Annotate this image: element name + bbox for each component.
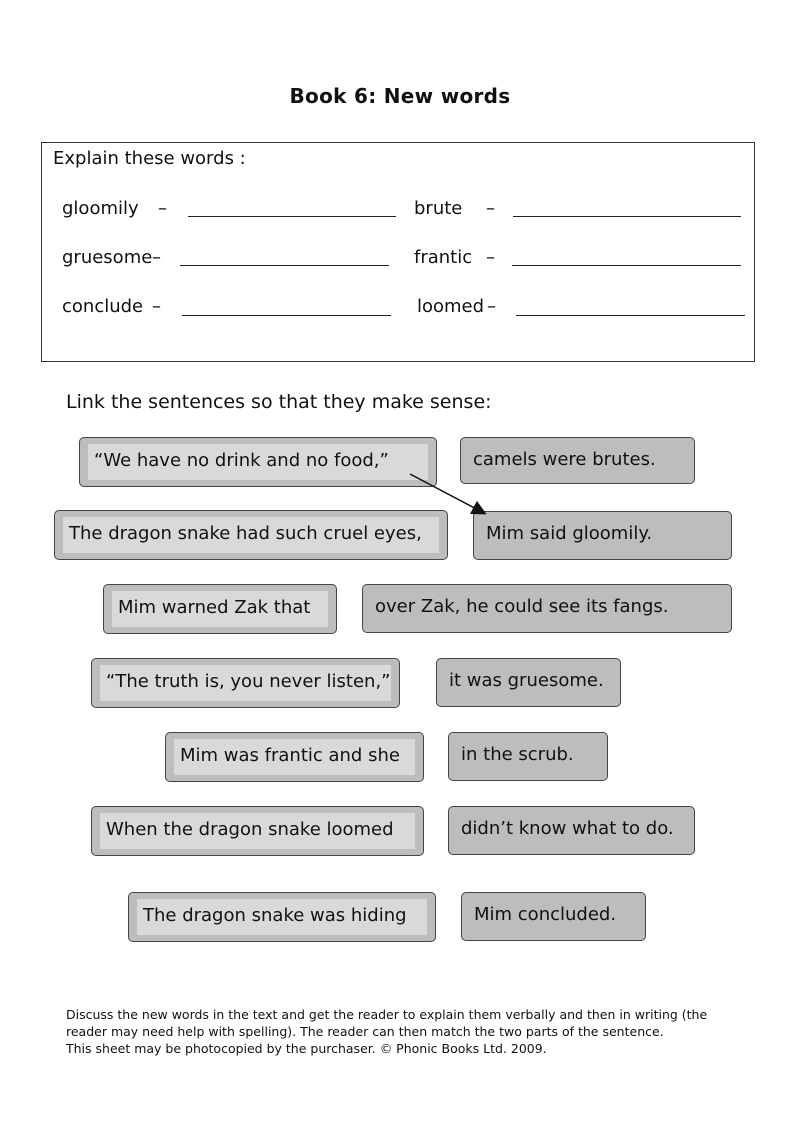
answer-blank-conclude[interactable] <box>182 315 391 316</box>
right-sentence-text: Mim concluded. <box>474 904 617 925</box>
footer-line: Discuss the new words in the text and get the reader to explain them verbally and then in writing (the <box>66 1007 708 1022</box>
left-sentence-card[interactable] <box>103 584 337 634</box>
vocab-word-gloomily: gloomily <box>62 198 139 219</box>
vocab-dash: – <box>486 198 495 219</box>
left-sentence-card[interactable] <box>165 732 424 782</box>
answer-blank-frantic[interactable] <box>512 265 741 266</box>
left-sentence-card[interactable] <box>128 892 436 942</box>
left-sentence-text: “We have no drink and no food,” <box>88 444 428 480</box>
left-sentence-text: When the dragon snake loomed <box>100 813 415 849</box>
left-sentence-text: Mim warned Zak that <box>112 591 328 627</box>
vocab-dash: – <box>152 296 161 317</box>
vocab-dash: – <box>486 247 495 268</box>
vocab-word-gruesome: gruesome <box>62 247 153 268</box>
answer-blank-brute[interactable] <box>513 216 741 217</box>
left-sentence-card[interactable] <box>79 437 437 487</box>
answer-blank-gloomily[interactable] <box>188 216 396 217</box>
right-sentence-text: didn’t know what to do. <box>461 818 674 839</box>
right-sentence-card[interactable] <box>362 584 732 633</box>
left-sentence-text: Mim was frantic and she <box>174 739 415 775</box>
right-sentence-card[interactable] <box>473 511 732 560</box>
footer-line: This sheet may be photocopied by the purchaser. © Phonic Books Ltd. 2009. <box>66 1041 547 1056</box>
right-sentence-text: Mim said gloomily. <box>486 523 653 544</box>
answer-blank-gruesome[interactable] <box>180 265 389 266</box>
vocab-dash: – <box>152 247 161 268</box>
vocab-word-loomed: loomed <box>417 296 485 317</box>
link-instruction: Link the sentences so that they make sense: <box>66 391 492 413</box>
vocabulary-instruction: Explain these words : <box>53 148 246 169</box>
answer-blank-loomed[interactable] <box>516 315 745 316</box>
vocab-word-frantic: frantic <box>414 247 473 268</box>
left-sentence-card[interactable] <box>91 658 400 708</box>
vocab-dash: – <box>158 198 167 219</box>
right-sentence-card[interactable] <box>448 806 695 855</box>
left-sentence-text: The dragon snake was hiding <box>137 899 427 935</box>
vocab-word-conclude: conclude <box>62 296 144 317</box>
right-sentence-text: over Zak, he could see its fangs. <box>375 596 669 617</box>
footer-line: reader may need help with spelling). The reader can then match the two parts of the sentence. <box>66 1024 664 1039</box>
left-sentence-text: The dragon snake had such cruel eyes, <box>63 517 439 553</box>
right-sentence-text: camels were brutes. <box>473 449 656 470</box>
right-sentence-card[interactable] <box>436 658 621 707</box>
vocab-word-brute: brute <box>414 198 463 219</box>
footer-note <box>66 1006 746 1057</box>
page-title: Book 6: New words <box>289 84 511 108</box>
left-sentence-text: “The truth is, you never listen,” <box>100 665 391 701</box>
vocab-dash: – <box>487 296 496 317</box>
right-sentence-card[interactable] <box>460 437 695 484</box>
right-sentence-card[interactable] <box>461 892 646 941</box>
left-sentence-card[interactable] <box>54 510 448 560</box>
left-sentence-card[interactable] <box>91 806 424 856</box>
right-sentence-text: it was gruesome. <box>449 670 604 691</box>
right-sentence-card[interactable] <box>448 732 608 781</box>
right-sentence-text: in the scrub. <box>461 744 574 765</box>
